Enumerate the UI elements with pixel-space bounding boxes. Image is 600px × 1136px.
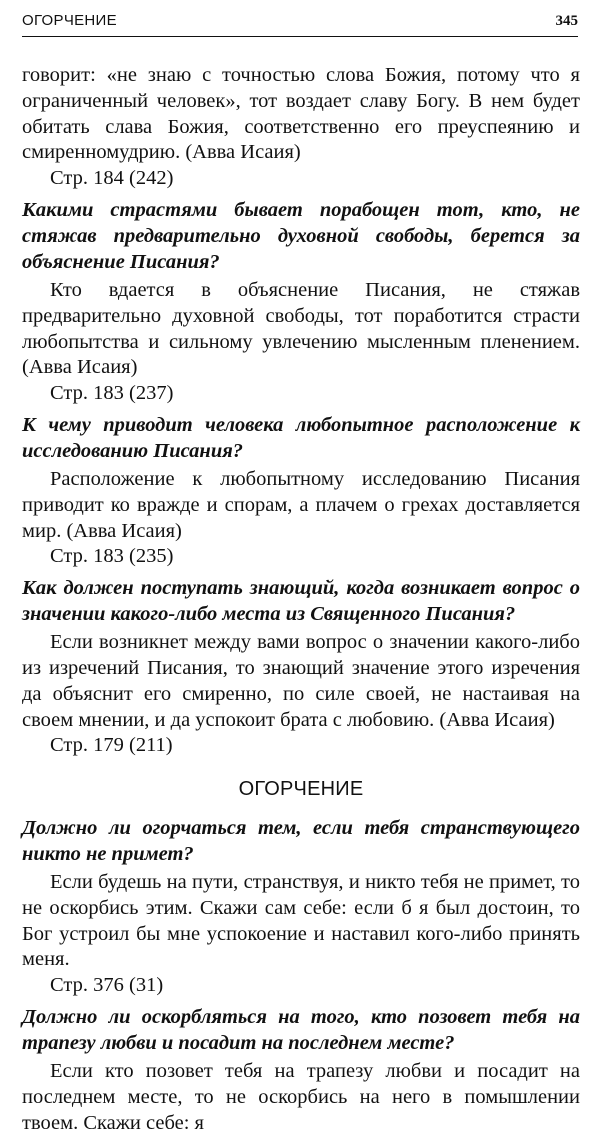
page-number: 345: [555, 13, 578, 29]
answer-paragraph: Если кто позовет тебя на трапезу любви и посадит на последнем месте, то не оскорбись на него в помышлении твоем. Скажи себе: я: [22, 1059, 580, 1134]
source-reference: Стр. 183 (237): [50, 382, 174, 405]
answer-paragraph: Расположение к любопытному исследованию Писания приводит ко вражде и спорам, а плачем о грехах доставляется мир. (Авва Исаия): [22, 467, 580, 542]
source-reference: Стр. 183 (235): [50, 545, 174, 568]
section-title: ОГОРЧЕНИЕ: [238, 778, 364, 801]
source-reference: Стр. 184 (242): [50, 167, 174, 190]
running-title: ОГОРЧЕНИЕ: [22, 12, 117, 29]
question-heading: Должно ли оскорбляться на того, кто позовет тебя на трапезу любви и посадит на последнем месте?: [22, 1005, 580, 1054]
running-header: [22, 10, 578, 37]
source-reference: Стр. 376 (31): [50, 974, 164, 997]
page-body: [22, 63, 580, 1136]
answer-paragraph: Если будешь на пути, странствуя, и никто тебя не примет, то не оскорбись этим. Скажи сам себе: если б я был достоин, то Бог устроил бы мне успокоение и наставил кого-либо принять меня.: [22, 870, 580, 971]
intro-paragraph: говорит: «не знаю с точностью слова Божия, потому что я ограниченный человек», тот воздает славу Богу. В нем будет обитать слава Божия, соответственно его преуспеянию и смиренномудрию. (Авва Исаия): [22, 64, 580, 164]
question-heading: Какими страстями бывает порабощен тот, кто, не стяжав предварительно духовной свободы, берется за объяснение Писания?: [22, 198, 580, 273]
question-heading: К чему приводит человека любопытное расположение к исследованию Писания?: [22, 413, 580, 462]
source-reference: Стр. 179 (211): [50, 734, 173, 757]
answer-paragraph: Кто вдается в объяснение Писания, не стяжав предварительно духовной свободы, тот поработится страсти любопытства и сильному увлечению мысленным пленением. (Авва Исаия): [22, 278, 580, 379]
question-heading: Как должен поступать знающий, когда возникает вопрос о значении какого-либо места из Священного Писания?: [22, 577, 580, 626]
answer-paragraph: Если возникнет между вами вопрос о значении какого-либо из изречений Писания, то знающий значение этого изречения да объяснит его смиренно, по силе своей, не настаивая на своем мнении, и да успокоит брата с любовию. (Авва Исаия): [22, 631, 580, 731]
question-heading: Должно ли огорчаться тем, если тебя странствующего никто не примет?: [22, 816, 580, 865]
